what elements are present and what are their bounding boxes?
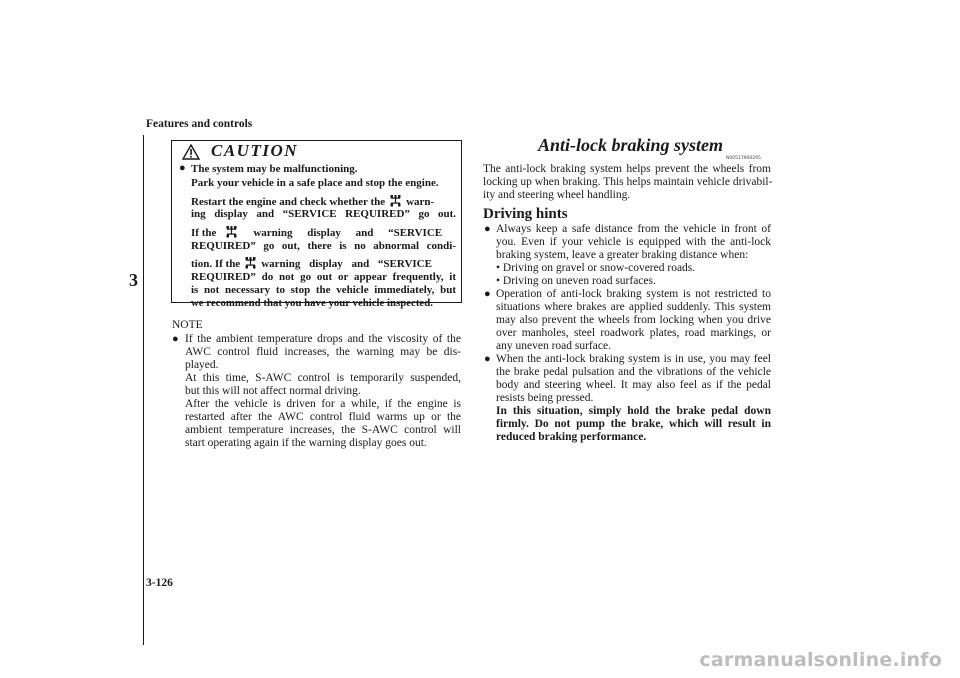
page-number: 3-126 <box>146 577 173 589</box>
note-line: At this time, S-AWC control is temporarily suspended, <box>185 372 461 384</box>
hint-line: resists being pressed. <box>496 392 594 404</box>
awc-warning-icon <box>245 256 256 269</box>
caution-line: Park your vehicle in a safe place and stop the engine. <box>191 177 439 189</box>
caution-line: ing display and “SERVICE REQUIRED” go out. <box>191 208 456 220</box>
note-line: ambient temperature increases, the S-AWC control will <box>185 424 461 436</box>
hint-line: In this situation, simply hold the brake pedal down <box>496 405 771 417</box>
intro-line: ity and steering wheel handling. <box>483 189 631 201</box>
hint-line: braking system, leave a greater braking distance when: <box>496 249 749 261</box>
watermark-link[interactable]: carmanualsonline.info <box>699 649 942 671</box>
note-line: but this will not affect normal driving. <box>185 385 361 397</box>
caution-line: is not necessary to stop the vehicle immediately, but <box>191 284 456 296</box>
intro-line: The anti-lock braking system helps prevent the wheels from <box>483 163 771 175</box>
header-title: Features and controls <box>146 118 253 130</box>
hint-line: When the anti-lock braking system is in use, you may feel <box>496 353 771 365</box>
bullet-icon: ● <box>172 333 179 345</box>
hint-line: firmly. Do not pump the brake, which will result in <box>496 418 771 430</box>
chapter-number: 3 <box>129 270 138 290</box>
caution-line: we recommend that you have your vehicle inspected. <box>191 297 433 309</box>
hint-line: Always keep a safe distance from the vehicle in front of <box>496 223 771 235</box>
note-line: After the vehicle is driven for a while, if the engine is <box>185 398 461 410</box>
hint-line: • Driving on gravel or snow-covered roads. <box>496 262 696 274</box>
caution-line <box>191 225 456 240</box>
note-label: NOTE <box>172 319 203 331</box>
caution-line-part: Restart the engine and check whether the <box>191 196 386 208</box>
caution-line-part: If the <box>191 227 217 239</box>
caution-line-part: warn- <box>406 196 435 208</box>
caution-label: CAUTION <box>211 141 299 160</box>
caution-line: REQUIRED” go out, there is no abnormal condi- <box>191 240 456 252</box>
note-line: AWC control fluid increases, the warning may be dis- <box>185 346 461 358</box>
note-line: restarted after the AWC control fluid warms up or the <box>185 411 461 423</box>
bullet-icon: ● <box>484 223 491 235</box>
bullet-icon: ● <box>179 162 186 174</box>
hint-line: • Driving on uneven road surfaces. <box>496 275 656 287</box>
warning-triangle-icon <box>182 144 200 160</box>
hint-line: Operation of anti-lock braking system is not restricted to <box>496 288 771 300</box>
caution-box <box>171 140 462 309</box>
caution-line-part: warning display and “SERVICE <box>253 227 443 239</box>
caution-line-part: tion. If the <box>191 258 241 270</box>
note-line: If the ambient temperature drops and the viscosity of the <box>185 333 461 345</box>
section-title: Anti-lock braking system <box>538 135 724 155</box>
bullet-icon: ● <box>484 353 491 365</box>
awc-warning-icon <box>390 194 401 207</box>
hint-line: any uneven road surface. <box>496 340 611 352</box>
note-line: start operating again if the warning display goes out. <box>185 437 427 449</box>
bullet-icon: ● <box>484 288 491 300</box>
chapter-divider <box>143 135 144 645</box>
subheading-driving-hints: Driving hints <box>483 206 568 222</box>
hint-line: over manholes, steel roadwork plates, road markings, or <box>496 327 771 339</box>
awc-warning-icon <box>226 225 237 238</box>
caution-line <box>191 256 456 271</box>
section-code: N00517900295 <box>726 156 761 161</box>
note-line: played. <box>185 359 219 371</box>
hint-line: situations where brakes are applied suddenly. This system <box>496 301 771 313</box>
hint-line: the brake pedal pulsation and the vibrations of the vehicle <box>496 366 771 378</box>
hint-line: may also prevent the wheels from locking when you drive <box>496 314 771 326</box>
hint-line: you. Even if your vehicle is equipped with the anti-lock <box>496 236 771 248</box>
hint-line: reduced braking performance. <box>496 431 647 443</box>
intro-line: locking up when braking. This helps maintain vehicle drivabil- <box>483 176 773 188</box>
caution-header <box>172 141 461 163</box>
hint-line: body and steering wheel. It may also feel as if the pedal <box>496 379 771 391</box>
caution-line: REQUIRED” do not go out or appear frequently, it <box>191 271 456 283</box>
caution-line <box>191 194 456 209</box>
caution-line: The system may be malfunctioning. <box>191 163 358 175</box>
caution-line-part: warning display and “SERVICE <box>261 258 432 270</box>
